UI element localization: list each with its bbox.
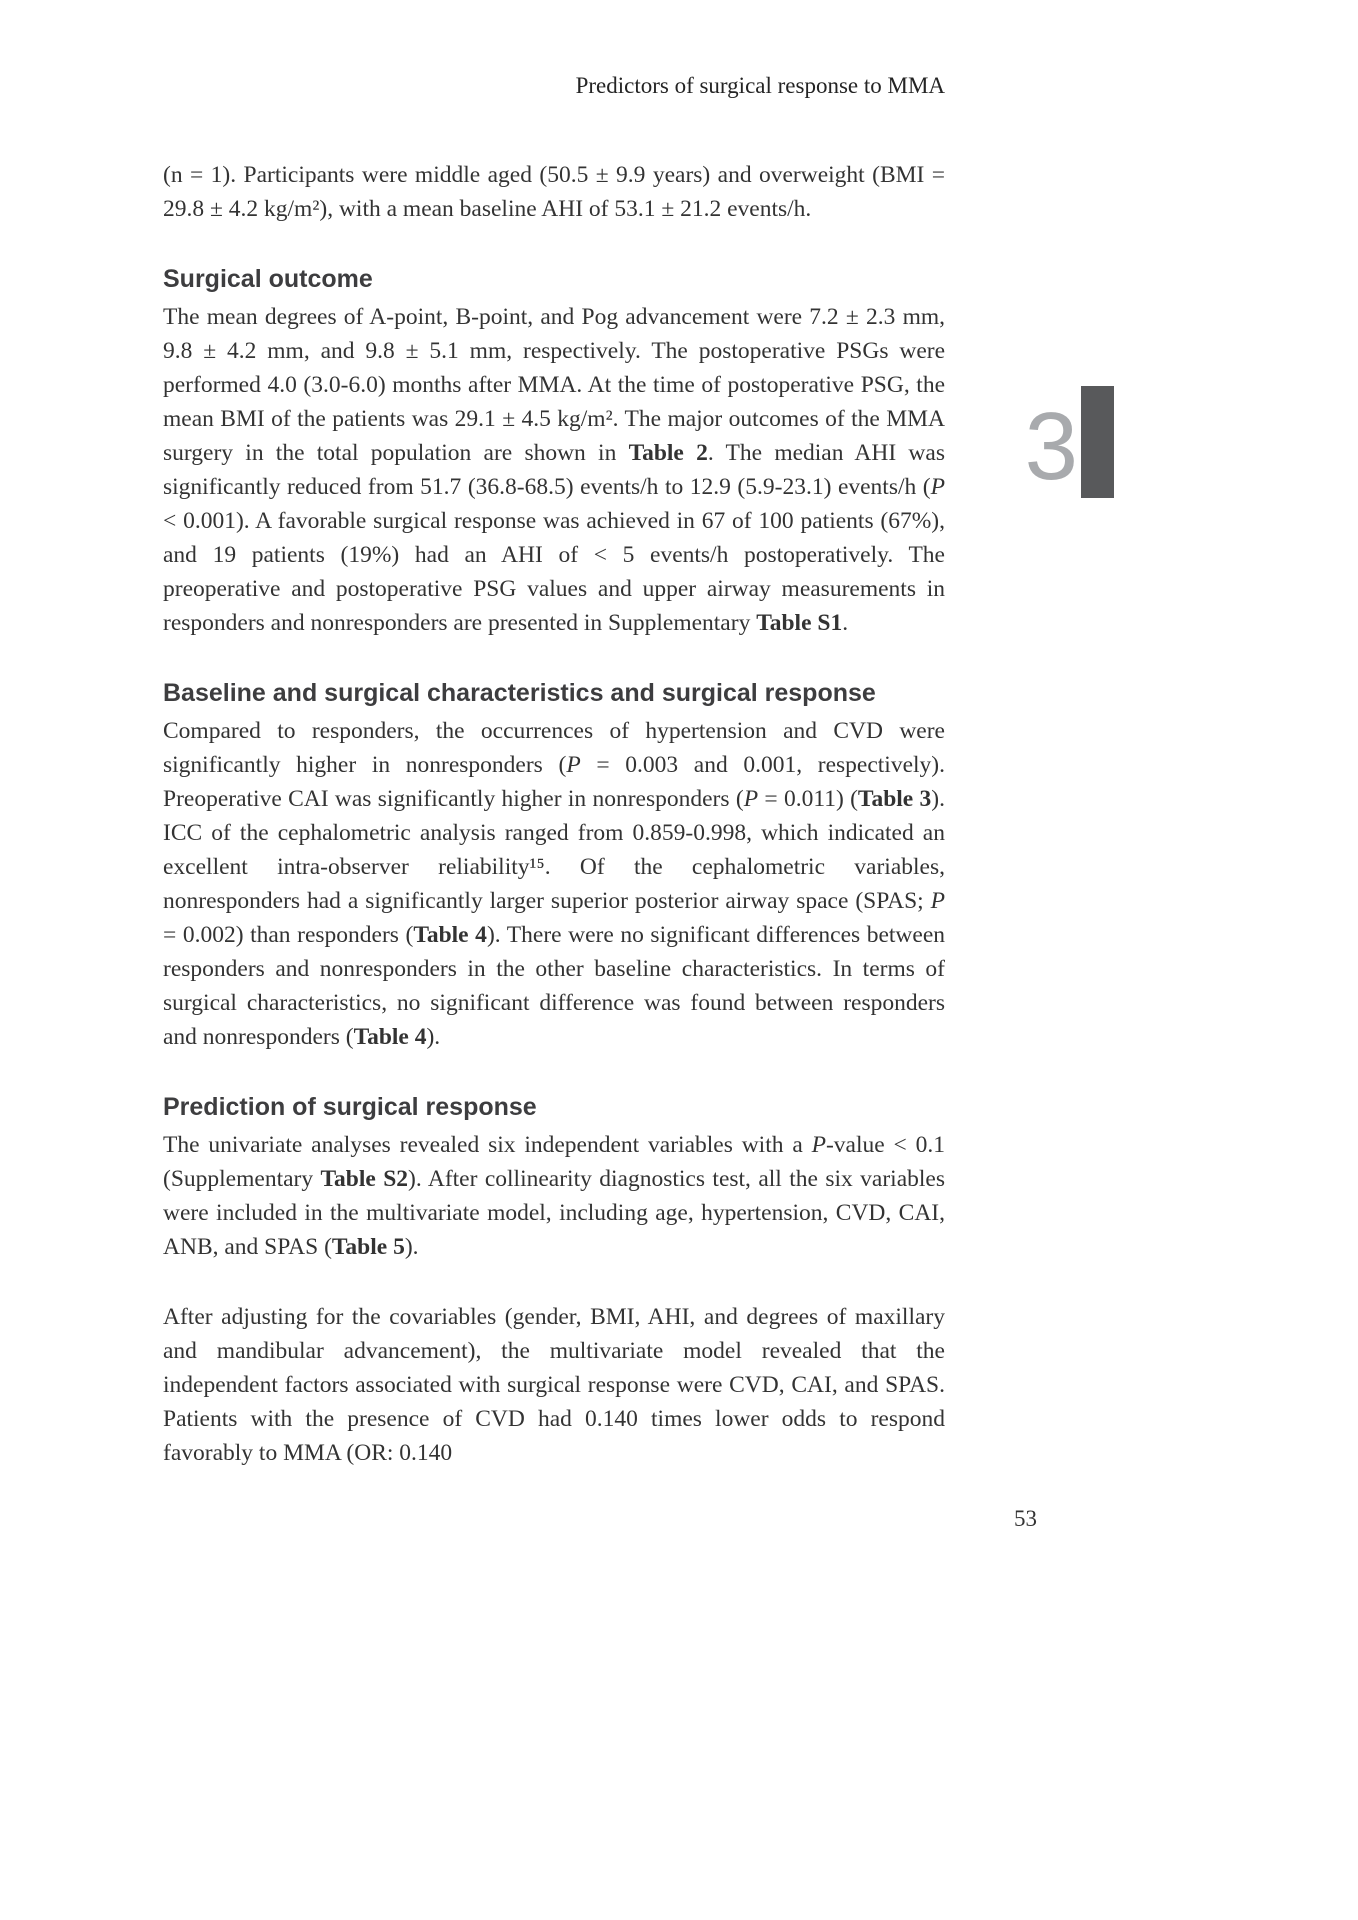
text-run: P: [930, 474, 945, 500]
text-run: Table 4: [353, 1024, 427, 1050]
text-run: ). ICC of the cephalometric analysis ranged from 0.859-0.998, which indicated an excellent intra-observer reliability¹⁵. Of the cephalometric variables, nonresponders had a significantly larger superior posterior airway space (SPAS;: [163, 786, 945, 914]
text-run: The mean degrees of A-point, B-point, and Pog advancement were 7.2 ± 2.3 mm, 9.8 ± 4.2 mm, and 9.8 ± 5.1 mm, respectively. The postoperative PSGs were performed 4.0 (3.0-6.0) months after MMA. At the time of postoperative PSG, the mean BMI of the patients was 29.1 ± 4.5 kg/m². The major outcomes of the MMA surgery in the total population are shown in: [163, 304, 945, 466]
text-run: Table S1: [756, 610, 843, 636]
page-number: 53: [1014, 1506, 1037, 1531]
text-run: = 0.002) than responders (: [163, 922, 414, 948]
text-run: = 0.003 and 0.001, respectively). Preoperative CAI was significantly higher in nonresponders (: [163, 752, 946, 812]
text-run: ). After collinearity diagnostics test, all the six variables were included in the multivariate model, including age, hypertension, CVD, CAI, ANB, and SPAS (: [163, 1166, 945, 1260]
text-run: After adjusting for the covariables (gender, BMI, AHI, and degrees of maxillary and mandibular advancement), the multivariate model revealed that the independent factors associated with surgical response were CVD, CAI, and SPAS. Patients with the presence of CVD had 0.140 times lower odds to respond favorably to MMA (OR: 0.140: [163, 1304, 945, 1466]
text-run: = 0.011) (: [758, 786, 858, 812]
text-run: ).: [426, 1024, 441, 1050]
text-run: P: [930, 888, 945, 914]
paragraph-surgical-outcome: [163, 300, 945, 640]
text-run: The univariate analyses revealed six independent variables with a: [163, 1132, 812, 1158]
paragraph-participants: [163, 158, 945, 226]
chapter-tab: [1081, 386, 1114, 498]
text-run: P: [743, 786, 759, 812]
paragraph-prediction-multivariate: [163, 1300, 945, 1470]
text-run: -value < 0.1 (Supplementary: [163, 1132, 946, 1192]
section-heading-surgical-outcome: Surgical outcome: [163, 265, 373, 293]
text-run: (n = 1). Participants were middle aged (50.5 ± 9.9 years) and overweight (BMI = 29.8 ± 4.2 kg/m²), with a mean baseline AHI of 53.1 ± 21.2 events/h.: [163, 162, 945, 222]
text-block: [163, 158, 945, 1470]
text-run: Compared to responders, the occurrences of hypertension and CVD were significantly higher in nonresponders (: [163, 718, 945, 778]
chapter-number: 3: [1024, 393, 1078, 500]
text-run: Table 2: [628, 440, 708, 466]
text-run: ).: [404, 1234, 419, 1260]
text-run: < 0.001). A favorable surgical response was achieved in 67 of 100 patients (67%), and 19 patients (19%) had an AHI of < 5 events/h postoperatively. The preoperative and postoperative PSG values and upper airway measurements in responders and nonresponders are presented in Supplementary: [163, 508, 945, 636]
text-run: .: [842, 610, 849, 636]
running-header: Predictors of surgical response to MMA: [575, 73, 945, 98]
section-heading-baseline-characteristics: Baseline and surgical characteristics and surgical response: [163, 679, 876, 707]
text-run: P: [566, 752, 581, 778]
text-run: Table S2: [320, 1166, 409, 1192]
text-run: . The median AHI was significantly reduced from 51.7 (36.8-68.5) events/h to 12.9 (5.9-23.1) events/h (: [163, 440, 945, 500]
text-run: P: [811, 1132, 826, 1158]
text-run: Table 3: [857, 786, 932, 812]
text-run: Table 5: [331, 1234, 405, 1260]
paragraph-prediction-univariate: [163, 1128, 945, 1264]
section-heading-prediction: Prediction of surgical response: [163, 1093, 537, 1121]
text-run: ). There were no significant differences between responders and nonresponders in the other baseline characteristics. In terms of surgical characteristics, no significant difference was found between responders and nonresponders (: [163, 922, 946, 1050]
text-run: Table 4: [413, 922, 487, 948]
paragraph-baseline-characteristics: [163, 714, 945, 1054]
